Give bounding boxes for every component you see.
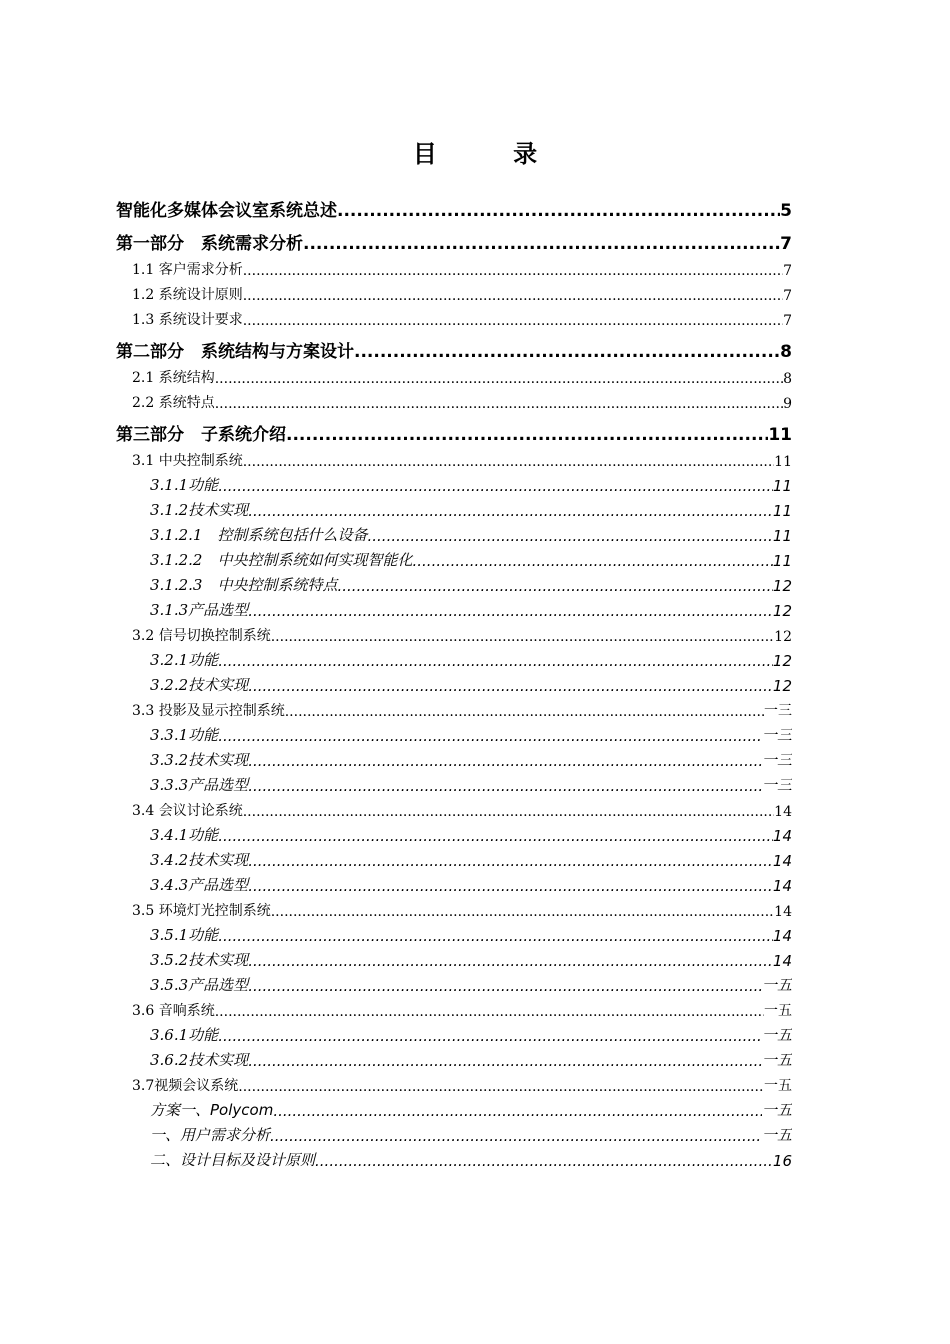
toc-page-number: 12 bbox=[772, 602, 792, 620]
toc-entry-label: 功能 bbox=[188, 651, 219, 669]
toc-dot-leader bbox=[354, 342, 780, 362]
toc-page-number: 一五 bbox=[761, 1051, 792, 1069]
toc-entry-title: 智能化多媒体会议室系统总述 bbox=[116, 201, 337, 221]
toc-page-number: 16 bbox=[772, 1152, 792, 1170]
toc-page-number: 一五 bbox=[761, 1026, 792, 1044]
toc-entry-title: 2.2 系统特点 bbox=[132, 395, 215, 411]
toc-entry-title: 3.3 投影及显示控制系统 bbox=[132, 703, 285, 719]
toc-page-number: 8 bbox=[783, 371, 792, 387]
toc-page-number: 11 bbox=[772, 502, 792, 520]
toc-entry-label: 技术实现 bbox=[188, 851, 249, 869]
toc-entry-label: 产品选型 bbox=[188, 976, 249, 994]
toc-entry-number: 3.3.3 bbox=[150, 776, 189, 794]
toc-dot-leader bbox=[243, 313, 783, 329]
toc-page-number: 7 bbox=[783, 263, 792, 279]
toc-entry[interactable] bbox=[116, 670, 792, 695]
toc-dot-leader bbox=[271, 629, 774, 645]
toc-entry-title: 3.6 音响系统 bbox=[132, 1003, 215, 1019]
toc-page-number: 12 bbox=[772, 577, 792, 595]
toc-page-number: 一三 bbox=[761, 776, 792, 794]
toc-dot-leader bbox=[248, 677, 773, 695]
page-title: 目 录 bbox=[412, 139, 572, 168]
toc-entry-title bbox=[150, 1049, 248, 1070]
toc-entry[interactable] bbox=[116, 362, 792, 387]
toc-entry-label: 功能 bbox=[188, 926, 219, 944]
toc-entry[interactable] bbox=[116, 570, 792, 595]
toc-entry-title: 1.3 系统设计要求 bbox=[132, 312, 243, 328]
toc-entry[interactable] bbox=[116, 945, 792, 970]
toc-page-number: 11 bbox=[772, 527, 792, 545]
toc-entry-title: 一、用户需求分析 bbox=[150, 1126, 271, 1144]
toc-dot-leader bbox=[338, 577, 773, 595]
toc-entry-title bbox=[150, 499, 248, 520]
toc-entry-number: 3.1.1 bbox=[150, 476, 189, 494]
toc-entry-number: 3.5.2 bbox=[150, 951, 189, 969]
toc-page-number: 一五 bbox=[761, 1101, 792, 1119]
toc-entry[interactable] bbox=[116, 695, 792, 720]
toc-dot-leader bbox=[286, 425, 768, 445]
toc-entry[interactable] bbox=[116, 387, 792, 412]
toc-page-number: 7 bbox=[783, 288, 792, 304]
toc-dot-leader bbox=[413, 552, 773, 570]
toc-entry-number: 3.1.2.2 bbox=[150, 551, 218, 569]
toc-entry-label: 技术实现 bbox=[188, 951, 249, 969]
toc-dot-leader bbox=[248, 777, 762, 795]
toc-entry[interactable] bbox=[116, 970, 792, 995]
toc-entry-title bbox=[150, 574, 338, 595]
toc-dot-leader bbox=[243, 288, 783, 304]
toc-page-number: 11 bbox=[772, 477, 792, 495]
toc-entry[interactable] bbox=[116, 770, 792, 795]
toc-entry-title bbox=[150, 774, 248, 795]
toc-dot-leader bbox=[218, 477, 773, 495]
toc-entry-number: 3.4.1 bbox=[150, 826, 189, 844]
toc-entry[interactable] bbox=[116, 495, 792, 520]
toc-entry-number: 3.1.2 bbox=[150, 501, 189, 519]
toc-entry-number: 3.5.1 bbox=[150, 926, 189, 944]
toc-entry-title: 1.2 系统设计原则 bbox=[132, 287, 243, 303]
toc-entry[interactable] bbox=[116, 1120, 792, 1145]
toc-page-number: 14 bbox=[772, 952, 792, 970]
toc-entry-title bbox=[150, 849, 248, 870]
toc-dot-leader bbox=[238, 1079, 764, 1095]
toc-entry-number: 3.4.3 bbox=[150, 876, 189, 894]
toc-page-number: 14 bbox=[774, 904, 792, 920]
toc-entry[interactable] bbox=[116, 1145, 792, 1170]
toc-entry[interactable] bbox=[116, 254, 792, 279]
toc-dot-leader bbox=[218, 652, 773, 670]
table-of-contents bbox=[116, 196, 792, 1170]
toc-dot-leader bbox=[243, 263, 783, 279]
toc-entry[interactable] bbox=[116, 895, 792, 920]
toc-page-number: 一三 bbox=[764, 703, 792, 719]
toc-page-number: 11 bbox=[774, 454, 792, 470]
toc-entry[interactable] bbox=[116, 470, 792, 495]
toc-entry-label: 功能 bbox=[188, 476, 219, 494]
toc-page-number: 14 bbox=[772, 927, 792, 945]
toc-entry[interactable] bbox=[116, 1020, 792, 1045]
toc-entry-title: 方案一、Polycom bbox=[150, 1101, 274, 1119]
toc-entry-label: 技术实现 bbox=[188, 501, 249, 519]
toc-entry-title bbox=[150, 824, 218, 845]
toc-dot-leader bbox=[215, 1004, 764, 1020]
toc-entry-title bbox=[150, 949, 248, 970]
toc-dot-leader bbox=[243, 454, 774, 470]
toc-dot-leader bbox=[215, 396, 783, 412]
toc-dot-leader bbox=[218, 827, 773, 845]
toc-page-number: 11 bbox=[768, 425, 792, 445]
toc-page-number: 5 bbox=[780, 201, 792, 221]
toc-page-number: 8 bbox=[780, 342, 792, 362]
toc-entry[interactable] bbox=[116, 795, 792, 820]
toc-dot-leader bbox=[285, 704, 764, 720]
toc-entry-title: 3.5 环境灯光控制系统 bbox=[132, 903, 271, 919]
toc-entry[interactable] bbox=[116, 1045, 792, 1070]
toc-entry[interactable] bbox=[116, 445, 792, 470]
toc-entry[interactable] bbox=[116, 337, 792, 362]
toc-entry-title bbox=[150, 974, 248, 995]
toc-entry-title bbox=[150, 524, 368, 545]
toc-entry-number: 3.1.2.3 bbox=[150, 576, 218, 594]
toc-entry-title: 第二部分 系统结构与方案设计 bbox=[116, 342, 354, 362]
toc-entry[interactable] bbox=[116, 920, 792, 945]
toc-entry[interactable] bbox=[116, 279, 792, 304]
toc-entry-title: 二、设计目标及设计原则 bbox=[150, 1151, 316, 1169]
toc-entry[interactable] bbox=[116, 720, 792, 745]
toc-entry[interactable] bbox=[116, 745, 792, 770]
toc-entry[interactable] bbox=[116, 229, 792, 254]
toc-page-number: 一三 bbox=[761, 751, 792, 769]
toc-entry-title bbox=[150, 1024, 218, 1045]
toc-entry[interactable] bbox=[116, 1070, 792, 1095]
toc-dot-leader bbox=[337, 201, 780, 221]
toc-entry[interactable] bbox=[116, 870, 792, 895]
toc-entry-number: 3.3.2 bbox=[150, 751, 189, 769]
toc-dot-leader bbox=[248, 752, 762, 770]
toc-entry-title: 1.1 客户需求分析 bbox=[132, 262, 243, 278]
toc-page-number: 7 bbox=[780, 234, 792, 254]
toc-dot-leader bbox=[243, 804, 774, 820]
toc-entry-title bbox=[150, 674, 248, 695]
toc-entry-number: 3.6.2 bbox=[150, 1051, 189, 1069]
toc-page-number: 12 bbox=[772, 677, 792, 695]
toc-page-number: 14 bbox=[774, 804, 792, 820]
toc-entry-label: 技术实现 bbox=[188, 751, 249, 769]
toc-entry-number: 3.6.1 bbox=[150, 1026, 189, 1044]
toc-entry-number: 3.1.2.1 bbox=[150, 526, 218, 544]
toc-entry-title: 3.4 会议讨论系统 bbox=[132, 803, 243, 819]
toc-entry-title bbox=[150, 924, 218, 945]
toc-page-number: 一三 bbox=[761, 726, 792, 744]
toc-entry-title bbox=[150, 874, 248, 895]
toc-dot-leader bbox=[271, 904, 774, 920]
toc-entry-title bbox=[150, 724, 218, 745]
toc-dot-leader bbox=[273, 1102, 762, 1120]
toc-entry-label: 产品选型 bbox=[188, 876, 249, 894]
toc-page-number: 一五 bbox=[761, 1126, 792, 1144]
toc-entry-title bbox=[150, 599, 248, 620]
toc-entry-title: 3.1 中央控制系统 bbox=[132, 453, 243, 469]
toc-page-number: 12 bbox=[772, 652, 792, 670]
toc-entry-number: 3.4.2 bbox=[150, 851, 189, 869]
toc-dot-leader bbox=[248, 877, 773, 895]
toc-dot-leader bbox=[270, 1127, 762, 1145]
toc-entry[interactable] bbox=[116, 620, 792, 645]
toc-entry[interactable] bbox=[116, 845, 792, 870]
toc-dot-leader bbox=[368, 527, 773, 545]
toc-page-number: 7 bbox=[783, 313, 792, 329]
toc-entry-title bbox=[150, 474, 218, 495]
toc-dot-leader bbox=[215, 371, 783, 387]
toc-dot-leader bbox=[303, 234, 780, 254]
toc-entry[interactable] bbox=[116, 995, 792, 1020]
toc-dot-leader bbox=[248, 852, 773, 870]
toc-entry-title: 第一部分 系统需求分析 bbox=[116, 234, 303, 254]
toc-entry-label: 产品选型 bbox=[188, 776, 249, 794]
toc-entry[interactable] bbox=[116, 645, 792, 670]
toc-entry-title: 第三部分 子系统介绍 bbox=[116, 425, 286, 445]
toc-dot-leader bbox=[248, 977, 762, 995]
toc-entry-title: 2.1 系统结构 bbox=[132, 370, 215, 386]
toc-page-number: 12 bbox=[774, 629, 792, 645]
toc-entry-label: 中央控制系统特点 bbox=[217, 576, 338, 594]
toc-entry-number: 3.5.3 bbox=[150, 976, 189, 994]
toc-dot-leader bbox=[248, 502, 773, 520]
toc-entry[interactable] bbox=[116, 520, 792, 545]
toc-page-number: 14 bbox=[772, 852, 792, 870]
toc-entry-label: 产品选型 bbox=[188, 601, 249, 619]
toc-entry-title: 3.2 信号切换控制系统 bbox=[132, 628, 271, 644]
toc-page-number: 一五 bbox=[761, 976, 792, 994]
toc-entry-number: 3.1.3 bbox=[150, 601, 189, 619]
toc-page-number: 14 bbox=[772, 827, 792, 845]
toc-dot-leader bbox=[248, 952, 773, 970]
toc-entry-label: 技术实现 bbox=[188, 676, 249, 694]
toc-dot-leader bbox=[218, 1027, 762, 1045]
toc-entry[interactable] bbox=[116, 196, 792, 221]
toc-entry[interactable] bbox=[116, 304, 792, 329]
toc-page-number: 9 bbox=[783, 396, 792, 412]
toc-entry-title bbox=[150, 649, 218, 670]
toc-entry-title bbox=[150, 549, 413, 570]
toc-entry-label: 功能 bbox=[188, 726, 219, 744]
toc-page-number: 一五 bbox=[764, 1003, 792, 1019]
toc-dot-leader bbox=[315, 1152, 773, 1170]
toc-entry-number: 3.2.1 bbox=[150, 651, 189, 669]
toc-dot-leader bbox=[248, 1052, 762, 1070]
toc-page-number: 14 bbox=[772, 877, 792, 895]
toc-entry-label: 中央控制系统如何实现智能化 bbox=[217, 551, 413, 569]
toc-dot-leader bbox=[218, 727, 762, 745]
toc-dot-leader bbox=[248, 602, 773, 620]
toc-entry[interactable] bbox=[116, 820, 792, 845]
toc-entry-label: 控制系统包括什么设备 bbox=[217, 526, 368, 544]
toc-entry[interactable] bbox=[116, 420, 792, 445]
toc-entry-label: 技术实现 bbox=[188, 1051, 249, 1069]
toc-entry[interactable] bbox=[116, 1095, 792, 1120]
toc-entry-label: 功能 bbox=[188, 1026, 219, 1044]
toc-page-number: 一五 bbox=[764, 1078, 792, 1094]
toc-entry-number: 3.2.2 bbox=[150, 676, 189, 694]
toc-entry-title: 3.7视频会议系统 bbox=[132, 1078, 239, 1094]
toc-page-number: 11 bbox=[772, 552, 792, 570]
toc-entry-title bbox=[150, 749, 248, 770]
toc-entry[interactable] bbox=[116, 545, 792, 570]
toc-entry-number: 3.3.1 bbox=[150, 726, 189, 744]
toc-entry[interactable] bbox=[116, 595, 792, 620]
toc-entry-label: 功能 bbox=[188, 826, 219, 844]
toc-dot-leader bbox=[218, 927, 773, 945]
